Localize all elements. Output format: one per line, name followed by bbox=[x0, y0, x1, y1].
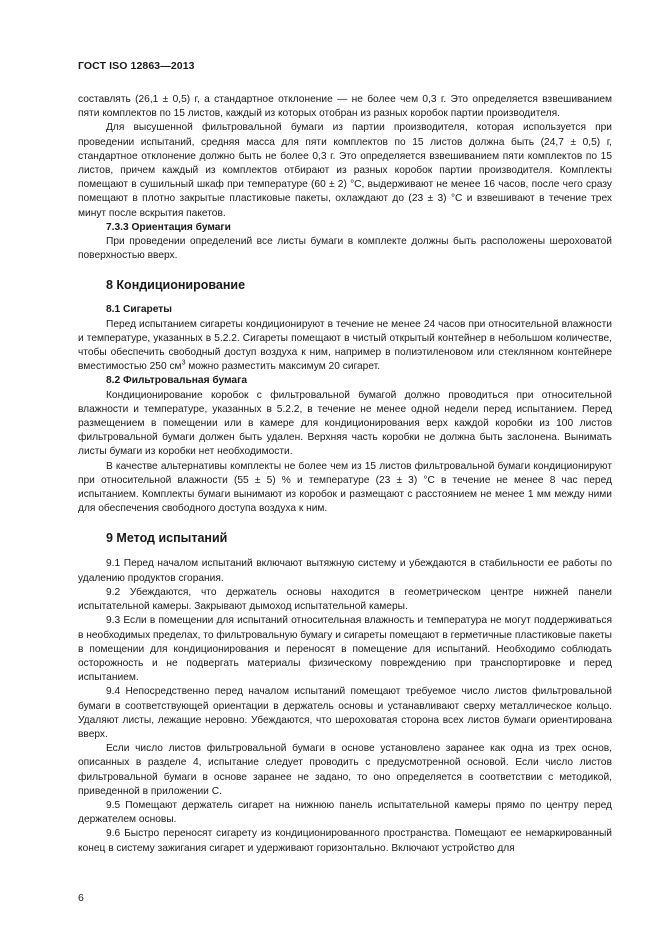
paragraph: Кондиционирование коробок с фильтровальной бумагой должно проводиться при относительной влажности и температуре, указанных в 5.2.2, в течение не менее одной недели перед испытанием. Перед размещением в помещении или в камере для кондиционирования верх каждой коробки из 100 листов фильтровальной бумаги должен быть удален. Верхняя часть коробки не должна быть заслонена. Вынимать листы бумаги из коробки нет необходимости. bbox=[78, 389, 612, 458]
subsection-heading-8-1: 8.1 Сигареты bbox=[106, 304, 172, 316]
paragraph: 9.2 Убеждаются, что держатель основы находится в геометрическом центре нижней панели испытательной камеры. Закрывают дымоход испытательной камеры. bbox=[78, 586, 612, 613]
section-heading-9: 9 Метод испытаний bbox=[106, 531, 228, 546]
paragraph: При проведении определений все листы бумаги в комплекте должны быть расположены шероховатой поверхностью вверх. bbox=[78, 236, 612, 262]
paragraph: В качестве альтернативы комплекты не более чем из 15 листов фильтровальной бумаги кондиционируют при относительной влажности (55 ± 5) % и температуре (23 ± 3) °С в течение не менее 8 час перед испытанием. Комплекты бумаги вынимают из коробок и размещают с расстоянием не менее 1 мм между ними для обеспечения свободного доступа воздуха к ним. bbox=[78, 460, 612, 515]
superscript: 3 bbox=[181, 359, 186, 367]
paragraph: 9.4 Непосредственно перед началом испытаний помещают требуемое число листов фильтровальной бумаги в соответствующей ориентации в держатель основы и устанавливают сверху металлическое кольцо. Удаляют листы, лежащие неровно. Убеждаются, что шероховатая сторона всех листов бумаги ориентирована вверх. bbox=[78, 686, 612, 740]
paragraph: составлять (26,1 ± 0,5) г, а стандартное отклонение — не более чем 0,3 г. Это определяется взвешиванием пяти комплектов по 15 листов, каждый из которых отобран из разных коробок партии производителя. bbox=[78, 94, 612, 120]
paragraph: 9.5 Помещают держатель сигарет на нижнюю панель испытательной камеры прямо по центру перед держателем основы. bbox=[78, 799, 612, 826]
paragraph: 9.3 Если в помещении для испытаний относительная влажность и температура не могут поддерживаться в необходимых пределах, то фильтровальную бумагу и сигареты помещают в герметичные пластиковые пакеты в помещении для кондиционирования и переносят в помещение для испытаний. Необходимо соблюдать осторожность и не подвергать материалы физическому повреждению при транспортировке и перед испытанием. bbox=[78, 615, 612, 684]
paragraph: Если число листов фильтровальной бумаги в основе установлено заранее как одна из трех основ, описанных в разделе 4, испытание следует проводить с предусмотренной основой. Если число листов фильтровальной бумаги в основе заранее не задано, то оно определяется в соответствии с методикой, приведенной в приложении С. bbox=[78, 743, 612, 797]
page-number: 6 bbox=[78, 892, 84, 904]
paragraph bbox=[78, 318, 612, 375]
paragraph: 9.1 Перед началом испытаний включают вытяжную систему и убеждаются в стабильности ее работы по удалению продуктов сгорания. bbox=[78, 558, 612, 584]
paragraph: 9.6 Быстро переносят сигарету из кондиционированного пространства. Помещают ее немаркированный конец в систему зажигания сигарет и удерживают горизонтально. Включают устройство для bbox=[78, 828, 612, 854]
subsection-heading-7-3-3: 7.3.3 Ориентация бумаги bbox=[106, 221, 231, 233]
paragraph-text: Перед испытанием сигареты кондиционируют в течение не менее 24 часов при относительной влажности и температуре, указанных в 5.2.2. Сигареты помещают в чистый открытый контейнер в небольшом количестве, чтобы обеспечить свободный доступ воздуха к ним, например в полиэтиленовом или стеклянном контейнере вместимостью 250 см bbox=[78, 318, 612, 373]
document-body bbox=[78, 93, 612, 856]
section-heading-8: 8 Кондиционирование bbox=[106, 278, 246, 293]
document-header: ГОСТ ISO 12863—2013 bbox=[78, 60, 195, 72]
subsection-heading-8-2: 8.2 Фильтровальная бумага bbox=[106, 375, 248, 387]
paragraph: Для высушенной фильтровальной бумаги из партии производителя, которая используется при проведении испытаний, средняя масса для пяти комплектов по 15 листов должна быть (24,7 ± 0,5) г, стандартное отклонение должно быть не более 0,3 г. Это определяется взвешиванием пяти комплектов по 15 листов, причем каждый из комплектов отбирают из разных коробок партии производителя. Комплекты помещают в сушильный шкаф при температуре (60 ± 2) °С, выдерживают не менее 16 часов, после чего сразу помещают в плотно закрытые пластиковые пакеты, охлаждают до (23 ± 3) °С и взвешивают в течение трех минут после вскрытия пакетов. bbox=[78, 122, 612, 219]
paragraph-text: можно разместить максимум 20 сигарет. bbox=[185, 361, 381, 373]
